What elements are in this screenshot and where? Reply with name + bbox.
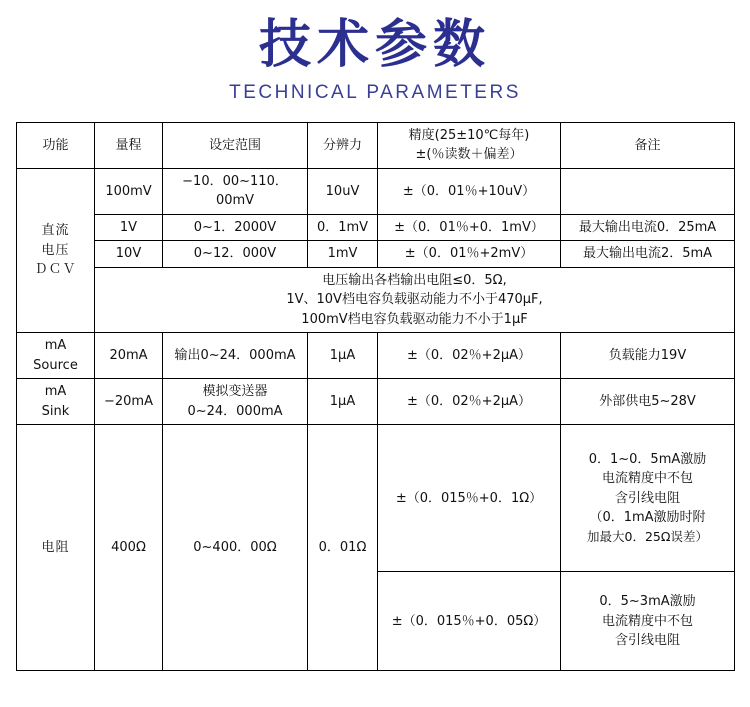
cell-range: 1V	[95, 214, 163, 241]
cell-setting: −10．00~110．00mV	[163, 168, 308, 214]
cell-remark: 外部供电5~28V	[561, 379, 735, 425]
res-remark-1-line2: 电流精度中不包	[601, 471, 693, 487]
cell-function-resistance: 电阻	[17, 425, 95, 671]
dcv-line2: 电压	[41, 242, 70, 258]
header-accuracy-line1: 精度(25±10℃每年)	[408, 127, 530, 143]
cell-range: 10V	[95, 241, 163, 268]
ma-sink-line2: Sink	[41, 403, 70, 419]
cell-accuracy: ±（0．02％+2μA）	[378, 379, 561, 425]
title-english: TECHNICAL PARAMETERS	[229, 81, 521, 103]
page-title	[0, 0, 750, 104]
header-resolution: 分辨力	[308, 122, 378, 168]
cell-function-ma-source	[17, 333, 95, 379]
cell-range: 20mA	[95, 333, 163, 379]
header-setting-range: 设定范围	[163, 122, 308, 168]
cell-accuracy: ±（0．015％+0．1Ω）	[378, 425, 561, 572]
cell-range: 100mV	[95, 168, 163, 214]
cell-accuracy: ±（0．01％+2mV）	[378, 241, 561, 268]
cell-accuracy: ±（0．015％+0．05Ω）	[378, 572, 561, 671]
cell-resolution: 10uV	[308, 168, 378, 214]
header-function: 功能	[17, 122, 95, 168]
cell-resolution: 1μA	[308, 333, 378, 379]
cell-resolution: 1mV	[308, 241, 378, 268]
res-remark-2-line1: 0．5~3mA激励	[599, 594, 696, 610]
dcv-note-1: 电压输出各档输出电阻≤0．5Ω,	[322, 272, 507, 288]
dcv-note-2: 1V、10V档电容负载驱动能力不小于470μF,	[286, 292, 543, 308]
table-row	[17, 168, 735, 214]
table-row	[17, 333, 735, 379]
spec-table	[16, 122, 735, 672]
table-row-notes	[17, 267, 735, 333]
header-remark: 备注	[561, 122, 735, 168]
cell-setting	[163, 379, 308, 425]
table-row	[17, 214, 735, 241]
cell-resolution: 0．1mV	[308, 214, 378, 241]
res-remark-1-line4: （0．1mA激励时附	[589, 510, 706, 526]
res-remark-2-line3: 含引线电阻	[614, 633, 680, 649]
header-accuracy-line2: ±(％读数＋偏差）	[415, 147, 523, 163]
title-chinese: 技术参数	[258, 15, 491, 75]
table-row	[17, 379, 735, 425]
cell-accuracy: ±（0．01％+0．1mV）	[378, 214, 561, 241]
cell-dcv-notes	[95, 267, 735, 333]
cell-remark: 负载能力19V	[561, 333, 735, 379]
table-row	[17, 425, 735, 572]
res-remark-2-line2: 电流精度中不包	[601, 613, 693, 629]
ma-source-line1: mA	[44, 338, 67, 354]
dcv-line1: 直流	[41, 223, 70, 239]
cell-setting: 0~12．000V	[163, 241, 308, 268]
cell-accuracy: ±（0．01％+10uV）	[378, 168, 561, 214]
cell-range: −20mA	[95, 379, 163, 425]
cell-function-dcv	[17, 168, 95, 333]
cell-range: 400Ω	[95, 425, 163, 671]
res-remark-1-line1: 0．1~0．5mA激励	[588, 451, 707, 467]
cell-remark	[561, 572, 735, 671]
header-range: 量程	[95, 122, 163, 168]
cell-resolution: 0．01Ω	[308, 425, 378, 671]
cell-remark	[561, 168, 735, 214]
ma-sink-setting-line2: 0~24．000mA	[187, 403, 283, 419]
dcv-line3: ＤＣＶ	[34, 262, 77, 278]
cell-remark	[561, 425, 735, 572]
res-remark-1-line3: 含引线电阻	[614, 490, 680, 506]
ma-sink-setting-line1: 模拟变送器	[202, 384, 268, 400]
table-header-row	[17, 122, 735, 168]
ma-sink-line1: mA	[44, 384, 67, 400]
ma-source-line2: Source	[33, 357, 78, 373]
cell-setting: 0~400．00Ω	[163, 425, 308, 671]
spec-table-wrapper	[16, 122, 734, 672]
cell-remark: 最大输出电流0．25mA	[561, 214, 735, 241]
cell-remark: 最大输出电流2．5mA	[561, 241, 735, 268]
cell-function-ma-sink	[17, 379, 95, 425]
cell-accuracy: ±（0．02％+2μA）	[378, 333, 561, 379]
dcv-note-3: 100mV档电容负载驱动能力不小于1μF	[301, 311, 528, 327]
res-remark-1-line5: 加最大0．25Ω误差）	[587, 528, 708, 544]
cell-setting: 0~1．2000V	[163, 214, 308, 241]
table-row	[17, 241, 735, 268]
cell-setting: 输出0~24．000mA	[163, 333, 308, 379]
header-accuracy	[378, 122, 561, 168]
cell-resolution: 1μA	[308, 379, 378, 425]
